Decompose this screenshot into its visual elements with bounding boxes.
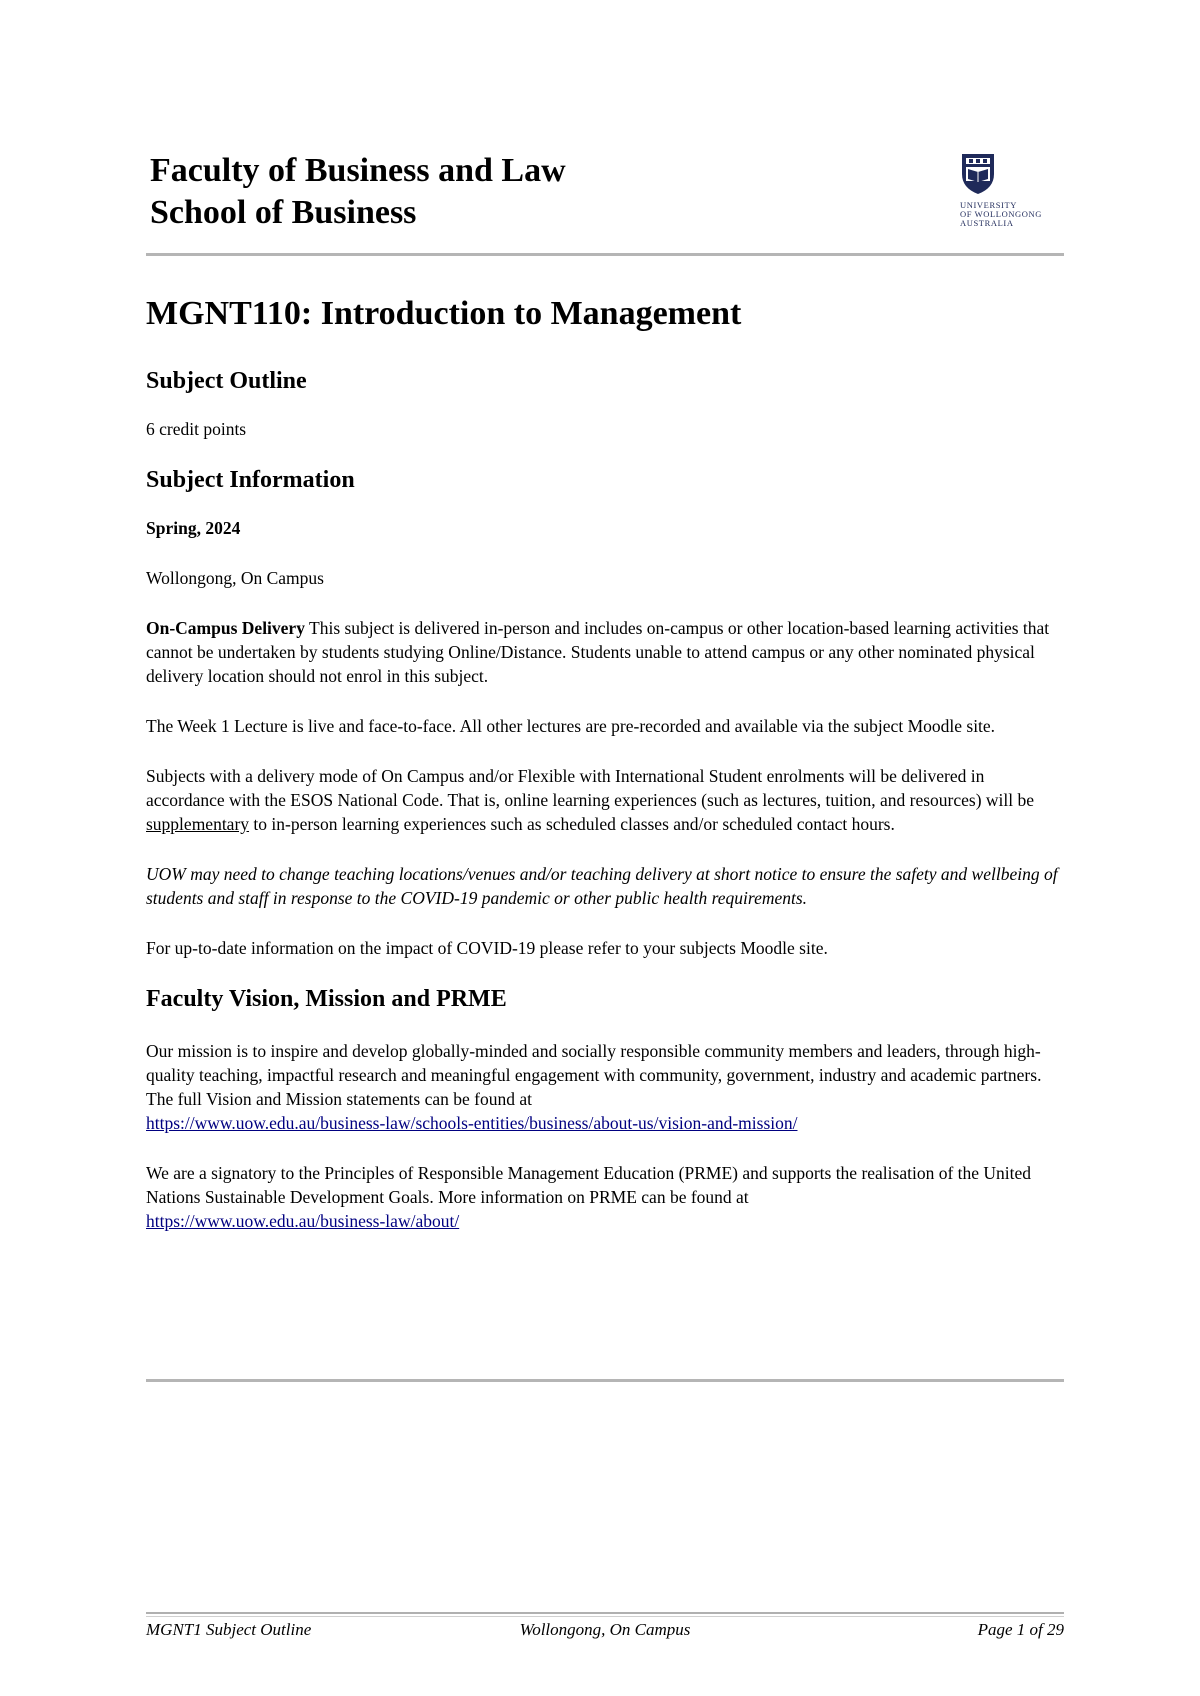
session-label: Spring, 2024 <box>146 518 241 538</box>
week1-paragraph: The Week 1 Lecture is live and face-to-face. All other lectures are pre-recorded and available via the subject Moodle site. <box>146 716 996 736</box>
vision-mission-heading: Faculty Vision, Mission and PRME <box>146 986 507 1012</box>
mission-paragraph: Our mission is to inspire and develop globally-minded and socially responsible community members and leaders, through high-quality teaching, impactful research and meaningful engagement with community, government, industry and academic partners. The full Vision and Mission statements can be found at https://www.uow.edu.au/business-law/schools-entities/business/about-us/vision-and-mission/ <box>146 1041 1042 1133</box>
footer-page-number: Page 1 of 29 <box>977 1620 1064 1639</box>
subject-title: MGNT110: Introduction to Management <box>146 295 742 332</box>
covid-notice: UOW may need to change teaching locations/venues and/or teaching delivery at short notice to ensure the safety and wellbeing of students and staff in response to the COVID-19 pandemic or other public health requirements. <box>146 864 1058 908</box>
prme-paragraph: We are a signatory to the Principles of Responsible Management Education (PRME) and supports the realisation of the United Nations Sustainable Development Goals. More information on PRME can be found at https://www.uow.edu.au/business-law/about/ <box>146 1163 1032 1231</box>
university-wordmark: UNIVERSITY OF WOLLONGONG AUSTRALIA <box>960 200 1043 228</box>
subject-information-heading: Subject Information <box>146 467 355 493</box>
delivery-paragraph <box>146 616 1066 688</box>
footer-divider <box>146 1612 1064 1614</box>
credit-points: 6 credit points <box>146 419 247 439</box>
supplementary-term: supplementary <box>146 814 250 834</box>
university-logo <box>960 150 1070 235</box>
faculty-title: Faculty of Business and Law <box>150 152 566 189</box>
university-crest-icon <box>960 150 996 201</box>
footer-campus: Wollongong, On Campus <box>519 1620 691 1639</box>
main-content <box>146 286 1066 1233</box>
footer-subject: MGNT1 Subject Outline <box>146 1620 312 1639</box>
location-label: Wollongong, On Campus <box>146 568 324 588</box>
page-footer <box>146 1620 1064 1650</box>
delivery-text: This subject is delivered in-person and includes on-campus or other location-based learning activities that cannot be undertaken by students studying Online/Distance. Students unable to attend campus or any other nominated physical delivery location should not enrol in this subject. <box>146 618 1050 686</box>
mission-link[interactable]: https://www.uow.edu.au/business-law/schools-entities/business/about-us/vision-and-mission/ <box>146 1113 798 1133</box>
delivery-label: On-Campus Delivery <box>146 618 305 638</box>
school-title: School of Business <box>150 194 417 231</box>
header-divider <box>146 253 1064 256</box>
subject-outline-heading: Subject Outline <box>146 368 307 394</box>
esos-paragraph: Subjects with a delivery mode of On Campus and/or Flexible with International Student enrolments will be delivered in accordance with the ESOS National Code. That is, online learning experiences (such as lectures, tuition, and resources) will be supplementary to in-person learning experiences such as scheduled classes and/or scheduled contact hours. <box>146 766 1035 834</box>
document-header <box>150 150 566 234</box>
prme-link[interactable]: https://www.uow.edu.au/business-law/about/ <box>146 1211 460 1231</box>
covid-info: For up-to-date information on the impact of COVID-19 please refer to your subjects Moodle site. <box>146 938 828 958</box>
footer-divider-secondary <box>146 1616 1064 1617</box>
content-divider <box>146 1379 1064 1382</box>
